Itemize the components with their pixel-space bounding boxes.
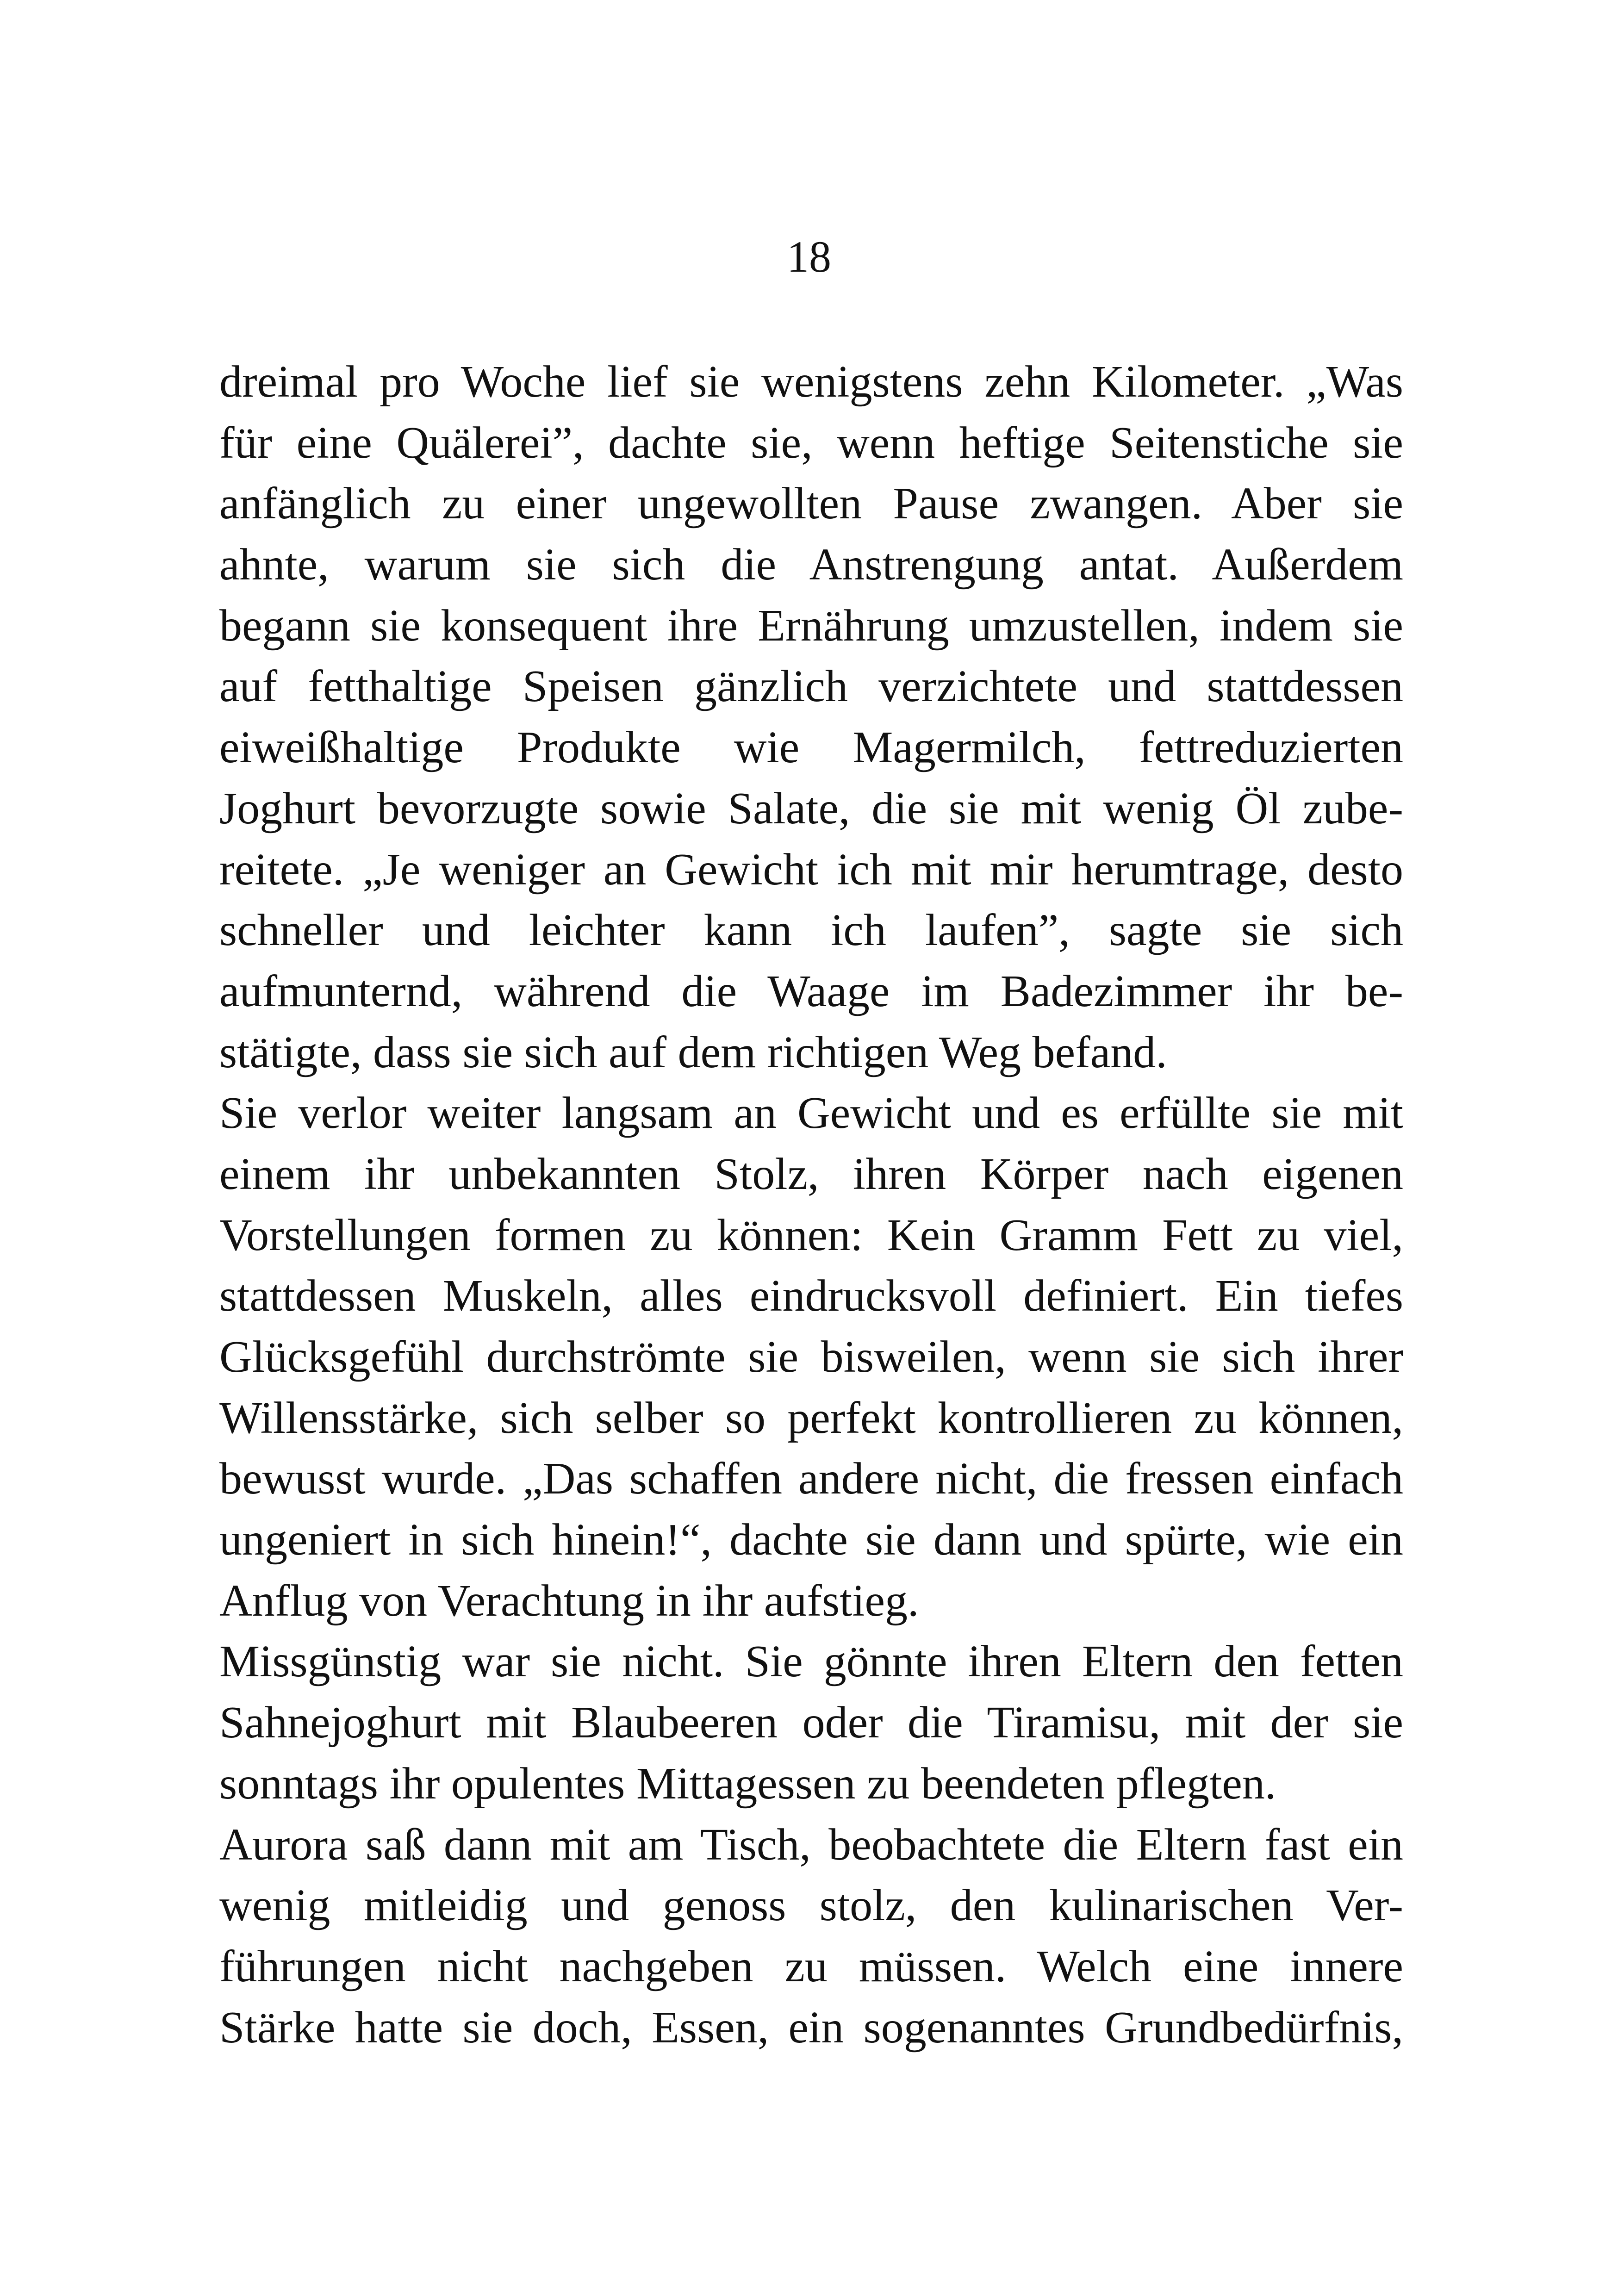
text-line: eiweißhaltige Produkte wie Magermilch, fettreduzierten [219,722,1403,773]
text-line: Sie verlor weiter langsam an Gewicht und es erfüllte sie mit [219,1088,1403,1139]
text-line: bewusst wurde. „Das schaffen andere nicht, die fressen einfach [219,1454,1403,1504]
text-line: stätigte, dass sie sich auf dem richtigen Weg befand. [219,1027,1167,1077]
text-line: Glücksgefühl durchströmte sie bisweilen, wenn sie sich ihrer [219,1332,1403,1382]
body-text [219,352,1403,2058]
text-line: einem ihr unbekannten Stolz, ihren Körper nach eigenen [219,1149,1403,1199]
text-line: Willensstärke, sich selber so perfekt kontrollieren zu können, [219,1393,1403,1443]
text-line: für eine Quälerei”, dachte sie, wenn heftige Seitenstiche sie [219,417,1403,468]
page-number: 18 [787,232,831,281]
text-line: wenig mitleidig und genoss stolz, den kulinarischen Ver- [219,1880,1403,1931]
text-line: reitete. „Je weniger an Gewicht ich mit mir herumtrage, desto [219,844,1403,895]
text-line: Sahnejoghurt mit Blaubeeren oder die Tiramisu, mit der sie [219,1698,1403,1748]
text-line: sonntags ihr opulentes Mittagessen zu beendeten pflegten. [219,1758,1276,1809]
text-line: Anflug von Verachtung in ihr aufstieg. [219,1575,919,1626]
text-line: ungeniert in sich hinein!“, dachte sie dann und spürte, wie ein [219,1515,1403,1565]
text-line: Vorstellungen formen zu können: Kein Gramm Fett zu viel, [219,1210,1403,1260]
text-line: Stärke hatte sie doch, Essen, ein sogenanntes Grundbedürfnis, [219,2002,1403,2053]
text-line: begann sie konsequent ihre Ernährung umzustellen, indem sie [219,600,1403,651]
text-line: Aurora saß dann mit am Tisch, beobachtete die Eltern fast ein [219,1819,1403,1870]
text-line: Missgünstig war sie nicht. Sie gönnte ihren Eltern den fetten [219,1636,1403,1687]
text-line: führungen nicht nachgeben zu müssen. Welch eine innere [219,1941,1403,1991]
text-line: stattdessen Muskeln, alles eindrucksvoll definiert. Ein tiefes [219,1271,1403,1321]
text-line: anfänglich zu einer ungewollten Pause zwangen. Aber sie [219,479,1403,529]
text-line: dreimal pro Woche lief sie wenigstens zehn Kilometer. „Was [219,357,1403,407]
text-line: schneller und leichter kann ich laufen”, sagte sie sich [219,905,1403,956]
text-line: Joghurt bevorzugte sowie Salate, die sie mit wenig Öl zube- [219,783,1403,834]
text-line: aufmunternd, während die Waage im Badezimmer ihr be- [219,966,1403,1016]
text-line: auf fetthaltige Speisen gänzlich verzichtete und stattdessen [219,661,1403,712]
text-line: ahnte, warum sie sich die Anstrengung antat. Außerdem [219,540,1403,590]
